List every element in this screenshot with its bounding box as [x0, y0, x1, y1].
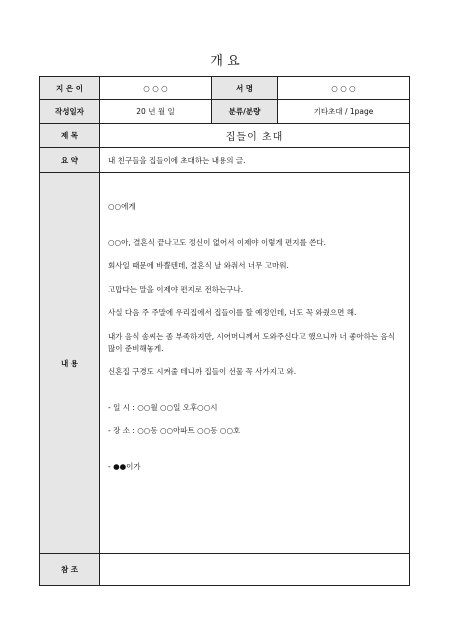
subject-row	[40, 124, 409, 148]
summary-label: 요 약	[40, 148, 100, 172]
date-row	[40, 100, 409, 124]
signature-label: 서 명	[212, 77, 278, 99]
author-row	[40, 77, 409, 100]
letter-greeting: ○○에게	[108, 202, 136, 211]
author-label: 지 은 이	[40, 77, 100, 99]
content-row	[40, 173, 409, 554]
author-value[interactable]: ○ ○ ○	[100, 77, 212, 99]
content-label: 내 용	[40, 173, 100, 553]
summary-value[interactable]: 내 친구들을 집들이에 초대하는 내용의 글.	[108, 155, 246, 165]
event-time: - 일 시 : ○○월 ○○일 오후○○시	[108, 402, 218, 412]
letter-line: 내가 음식 솜씨는 좀 부족하지만, 시어머니께서 도와주신다고 했으니까 너 좋아하는 음식 많이 준비해놓게.	[108, 331, 396, 353]
category-label: 분류/분량	[212, 100, 278, 123]
reference-label: 참 조	[40, 554, 100, 585]
letter-sign: - ●●이가	[108, 461, 141, 471]
summary-row	[40, 148, 409, 173]
subject-label: 제 목	[40, 124, 100, 147]
reference-row	[40, 554, 409, 585]
reference-value[interactable]	[100, 554, 409, 585]
signature-value[interactable]: ○ ○ ○	[331, 83, 356, 93]
document-form	[39, 76, 410, 586]
category-value[interactable]: 기타초대 / 1page	[313, 107, 374, 116]
date-value[interactable]: 20 년 월 일	[100, 100, 212, 123]
letter-line: ○○아, 결혼식 끝나고도 정신이 없어서 이제야 이렇게 편지를 쓴다.	[108, 237, 327, 247]
event-place: - 장 소 : ○○동 ○○아파트 ○○동 ○○호	[108, 426, 241, 435]
subject-value[interactable]: 집들이 초대	[225, 132, 284, 143]
page-title: 개 요	[210, 54, 240, 69]
date-label: 작성일자	[40, 100, 100, 123]
letter-body[interactable]	[100, 173, 409, 553]
letter-line: 고맙다는 말을 이제야 편지로 전하는구나.	[108, 284, 244, 294]
letter-line: 사실 다음 주 주말에 우리집에서 집들이를 할 예정인데, 너도 꼭 와줬으면 해.	[108, 308, 357, 317]
letter-line: 신혼집 구경도 시켜줄 테니까 집들이 선물 꼭 사가지고 와.	[108, 367, 297, 376]
letter-line: 회사일 때문에 바쁠텐데, 결혼식 날 와줘서 너무 고마워.	[108, 261, 289, 270]
